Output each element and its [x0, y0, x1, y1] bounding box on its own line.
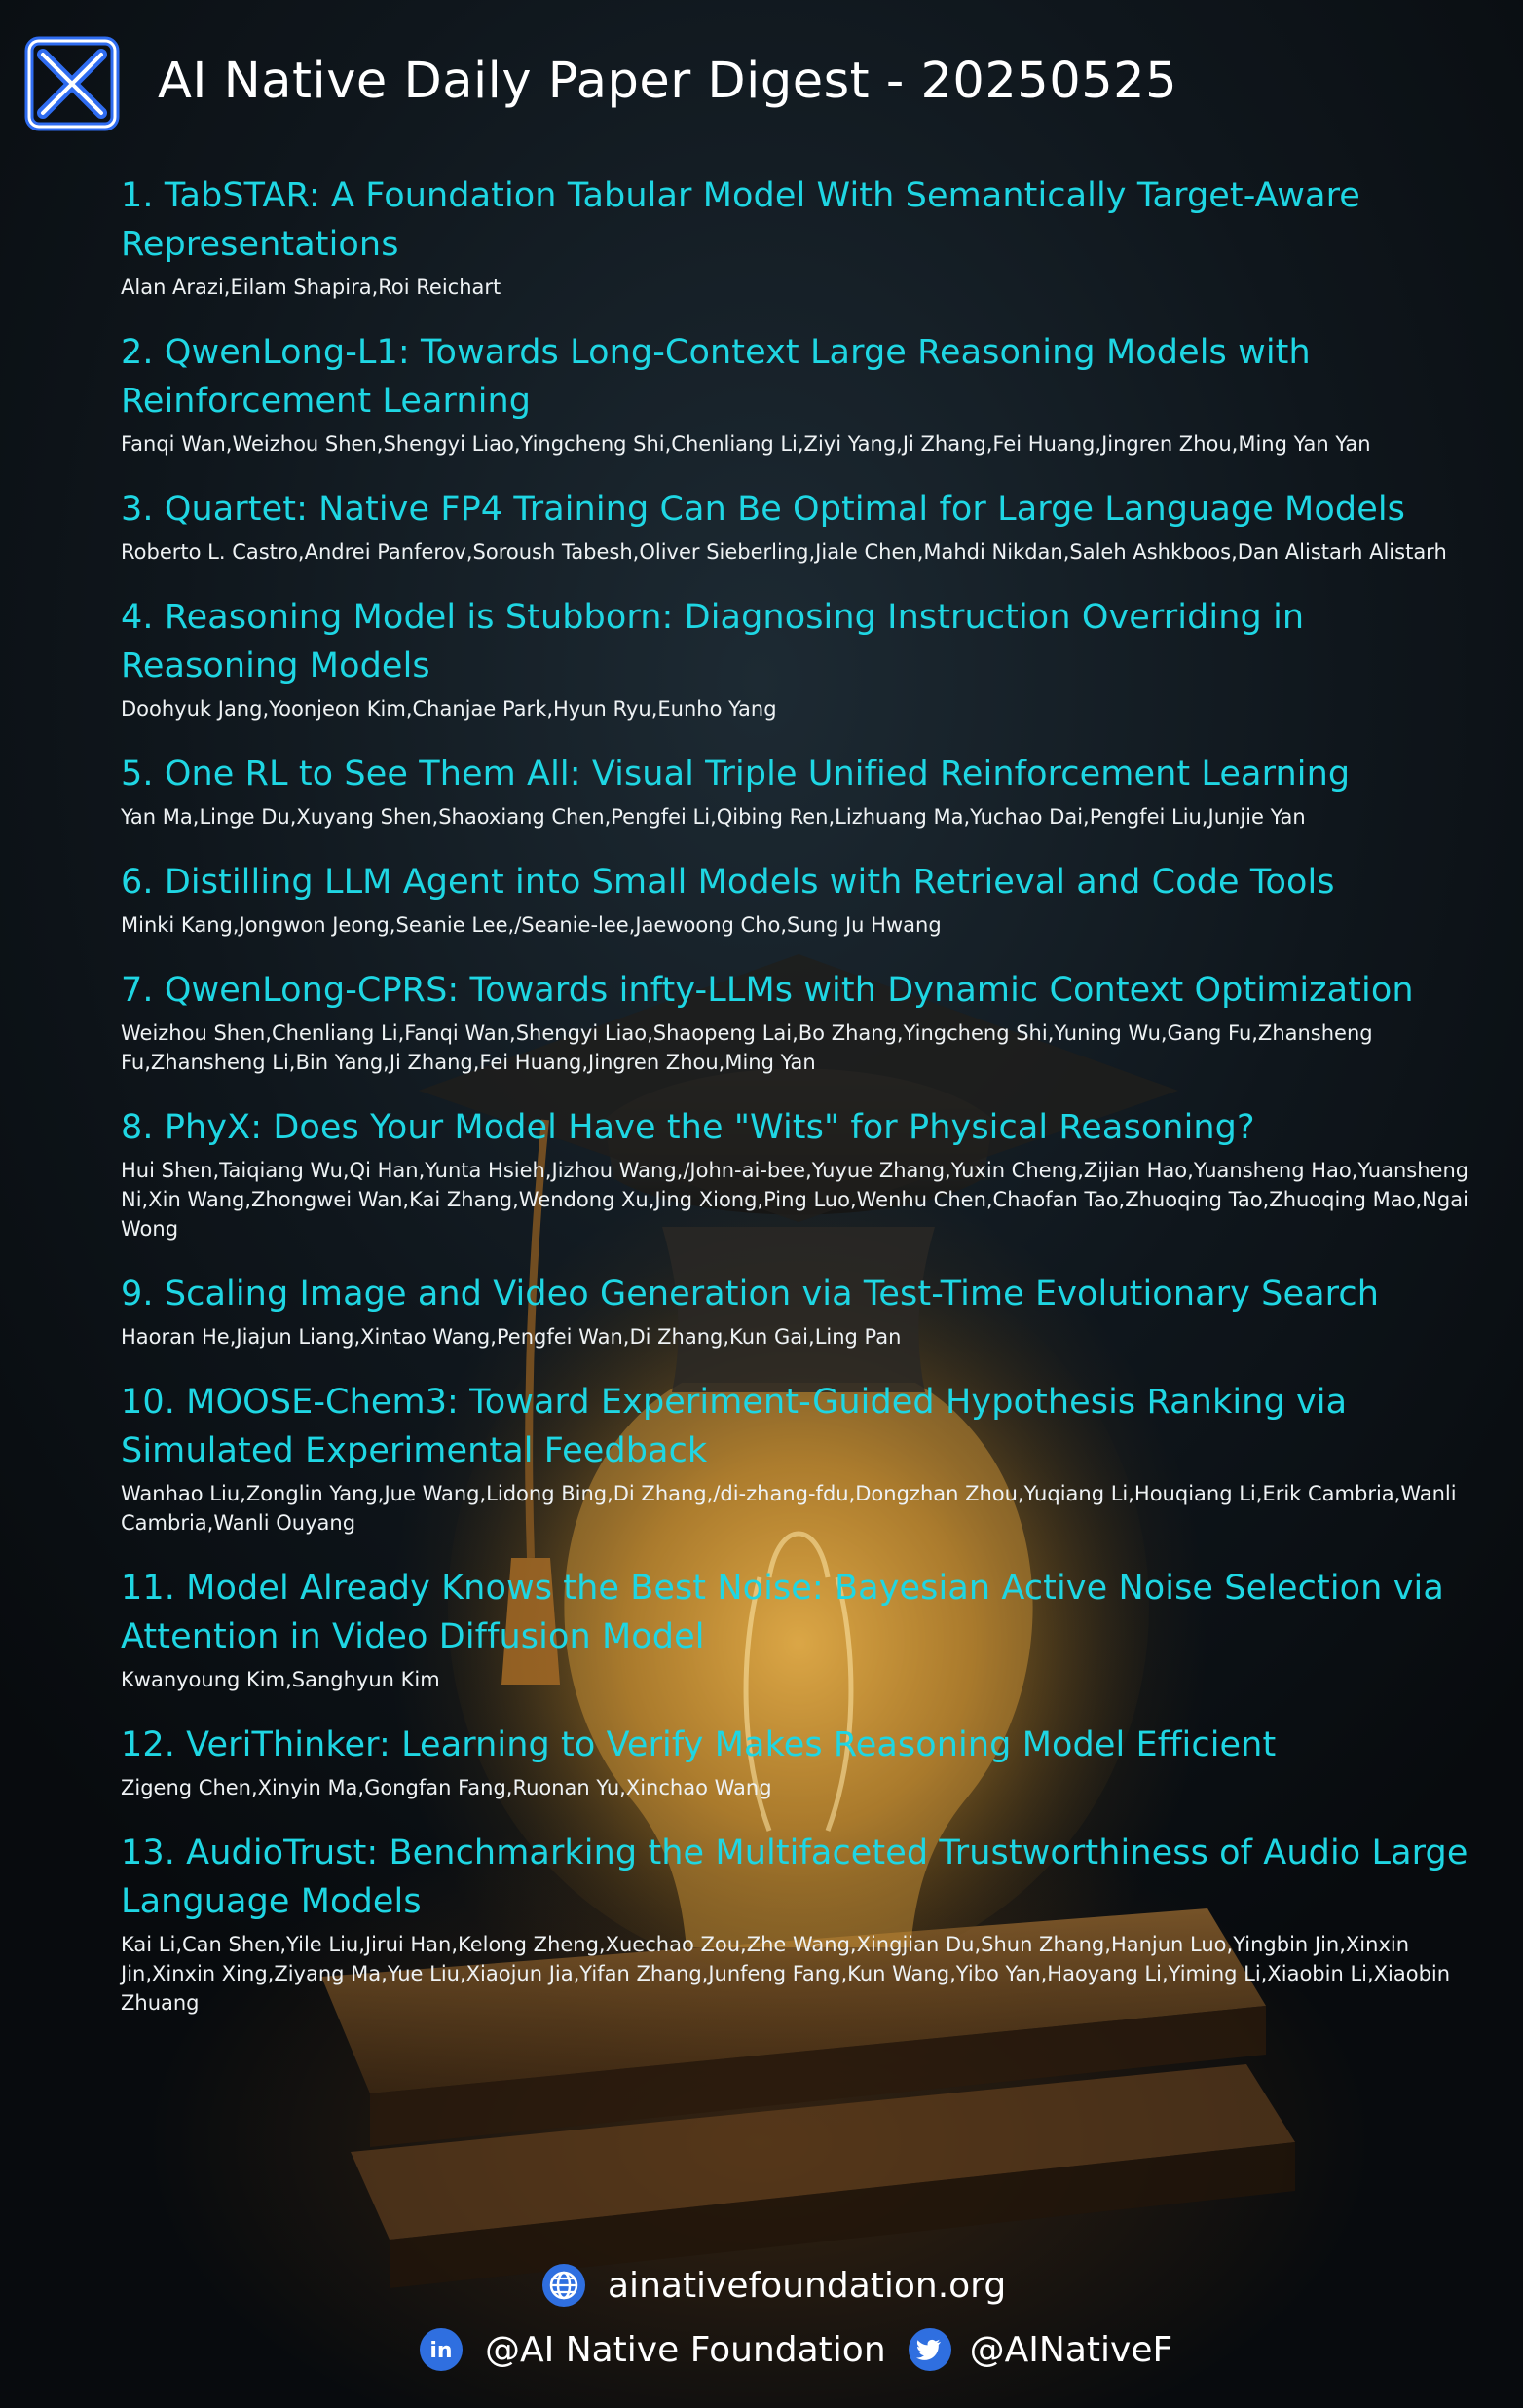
twitter-link[interactable]: @AINativeF [969, 2329, 1173, 2370]
paper-item [121, 1270, 1484, 1352]
paper-title-link[interactable]: 9. Scaling Image and Video Generation via Test-Time Evolutionary Search [121, 1275, 1380, 1314]
paper-list [121, 171, 1484, 2044]
paper-authors: Doohyuk Jang,Yoonjeon Kim,Chanjae Park,Hyun Ryu,Eunho Yang [121, 697, 777, 721]
website-row[interactable] [541, 2263, 1006, 2308]
paper-item [121, 485, 1484, 567]
paper-item [121, 1378, 1484, 1537]
paper-item [121, 1564, 1484, 1694]
header [23, 35, 1504, 132]
paper-item [121, 858, 1484, 940]
paper-authors: Yan Ma,Linge Du,Xuyang Shen,Shaoxiang Chen,Pengfei Li,Qibing Ren,Lizhuang Ma,Yuchao Dai,Pengfei Liu,Junjie Yan [121, 805, 1306, 829]
ai-native-logo-icon [23, 35, 121, 132]
paper-title-link[interactable]: 6. Distilling LLM Agent into Small Models with Retrieval and Code Tools [121, 863, 1335, 902]
globe-icon [541, 2263, 586, 2308]
paper-authors: Weizhou Shen,Chenliang Li,Fanqi Wan,Shengyi Liao,Shaopeng Lai,Bo Zhang,Yingcheng Shi,Yuning Wu,Gang Fu,Zhansheng Fu,Zhansheng Li,Bin Yang,Ji Zhang,Fei Huang,Jingren Zhou,Ming Yan [121, 1021, 1373, 1074]
paper-authors: Kai Li,Can Shen,Yile Liu,Jirui Han,Kelong Zheng,Xuechao Zou,Zhe Wang,Xingjian Du,Shun Zhang,Hanjun Luo,Yingbin Jin,Xinxin Jin,Xinxin Xing,Ziyang Ma,Yue Liu,Xiaojun Jia,Yifan Zhang,Junfeng Fang,Kun Wang,Yibo Yan,Haoyang Li,Yiming Li,Xiaobin Li,Xiaobin Zhuang [121, 1933, 1451, 2015]
twitter-icon[interactable] [908, 2327, 952, 2372]
paper-authors: Fanqi Wan,Weizhou Shen,Shengyi Liao,Yingcheng Shi,Chenliang Li,Ziyi Yang,Ji Zhang,Fei Huang,Jingren Zhou,Ming Yan Yan [121, 432, 1371, 456]
paper-item [121, 966, 1484, 1077]
paper-title-link[interactable]: 11. Model Already Knows the Best Noise: Bayesian Active Noise Selection via Attention in Video Diffusion Model [121, 1569, 1444, 1656]
paper-authors: Minki Kang,Jongwon Jeong,Seanie Lee,/Seanie-lee,Jaewoong Cho,Sung Ju Hwang [121, 913, 942, 937]
paper-title-link[interactable]: 3. Quartet: Native FP4 Training Can Be Optimal for Large Language Models [121, 490, 1405, 529]
paper-item [121, 1721, 1484, 1802]
page-title: AI Native Daily Paper Digest - 20250525 [158, 53, 1178, 110]
paper-title-link[interactable]: 8. PhyX: Does Your Model Have the "Wits" for Physical Reasoning? [121, 1108, 1255, 1147]
svg-text:in: in [429, 2339, 453, 2363]
paper-title-link[interactable]: 5. One RL to See Them All: Visual Triple Unified Reinforcement Learning [121, 755, 1351, 794]
paper-item [121, 593, 1484, 723]
linkedin-link[interactable]: @AI Native Foundation [485, 2329, 886, 2370]
paper-title-link[interactable]: 2. QwenLong-L1: Towards Long-Context Large Reasoning Models with Reinforcement Learning [121, 333, 1311, 421]
website-link[interactable]: ainativefoundation.org [608, 2265, 1007, 2306]
paper-title-link[interactable]: 10. MOOSE-Chem3: Toward Experiment-Guided Hypothesis Ranking via Simulated Experimental Feedback [121, 1383, 1348, 1470]
paper-authors: Roberto L. Castro,Andrei Panferov,Soroush Tabesh,Oliver Sieberling,Jiale Chen,Mahdi Nikdan,Saleh Ashkboos,Dan Alistarh Alistarh [121, 540, 1447, 564]
social-row [419, 2327, 1172, 2372]
paper-title-link[interactable]: 7. QwenLong-CPRS: Towards infty-LLMs with Dynamic Context Optimization [121, 971, 1414, 1010]
paper-authors: Haoran He,Jiajun Liang,Xintao Wang,Pengfei Wan,Di Zhang,Kun Gai,Ling Pan [121, 1325, 902, 1349]
paper-title-link[interactable]: 12. VeriThinker: Learning to Verify Makes Reasoning Model Efficient [121, 1725, 1277, 1764]
paper-title-link[interactable]: 13. AudioTrust: Benchmarking the Multifaceted Trustworthiness of Audio Large Language Models [121, 1834, 1468, 1921]
paper-authors: Wanhao Liu,Zonglin Yang,Jue Wang,Lidong Bing,Di Zhang,/di-zhang-fdu,Dongzhan Zhou,Yuqiang Li,Houqiang Li,Erik Cambria,Wanli Cambria,Wanli Ouyang [121, 1482, 1457, 1535]
footer [0, 2259, 1523, 2395]
paper-authors: Kwanyoung Kim,Sanghyun Kim [121, 1668, 440, 1691]
paper-authors: Alan Arazi,Eilam Shapira,Roi Reichart [121, 276, 501, 299]
paper-item [121, 1103, 1484, 1243]
paper-title-link[interactable]: 4. Reasoning Model is Stubborn: Diagnosing Instruction Overriding in Reasoning Models [121, 598, 1305, 685]
linkedin-icon[interactable] [419, 2327, 464, 2372]
paper-item [121, 171, 1484, 302]
paper-item [121, 750, 1484, 832]
paper-authors: Hui Shen,Taiqiang Wu,Qi Han,Yunta Hsieh,Jizhou Wang,/John-ai-bee,Yuyue Zhang,Yuxin Cheng,Zijian Hao,Yuansheng Hao,Yuansheng Ni,Xin Wang,Zhongwei Wan,Kai Zhang,Wendong Xu,Jing Xiong,Ping Luo,Wenhu Chen,Chaofan Tao,Zhuoqing Tao,Zhuoqing Mao,Ngai Wong [121, 1159, 1469, 1241]
paper-title-link[interactable]: 1. TabSTAR: A Foundation Tabular Model With Semantically Target-Aware Representations [121, 176, 1360, 264]
paper-item [121, 328, 1484, 459]
paper-item [121, 1829, 1484, 2018]
paper-authors: Zigeng Chen,Xinyin Ma,Gongfan Fang,Ruonan Yu,Xinchao Wang [121, 1776, 772, 1799]
